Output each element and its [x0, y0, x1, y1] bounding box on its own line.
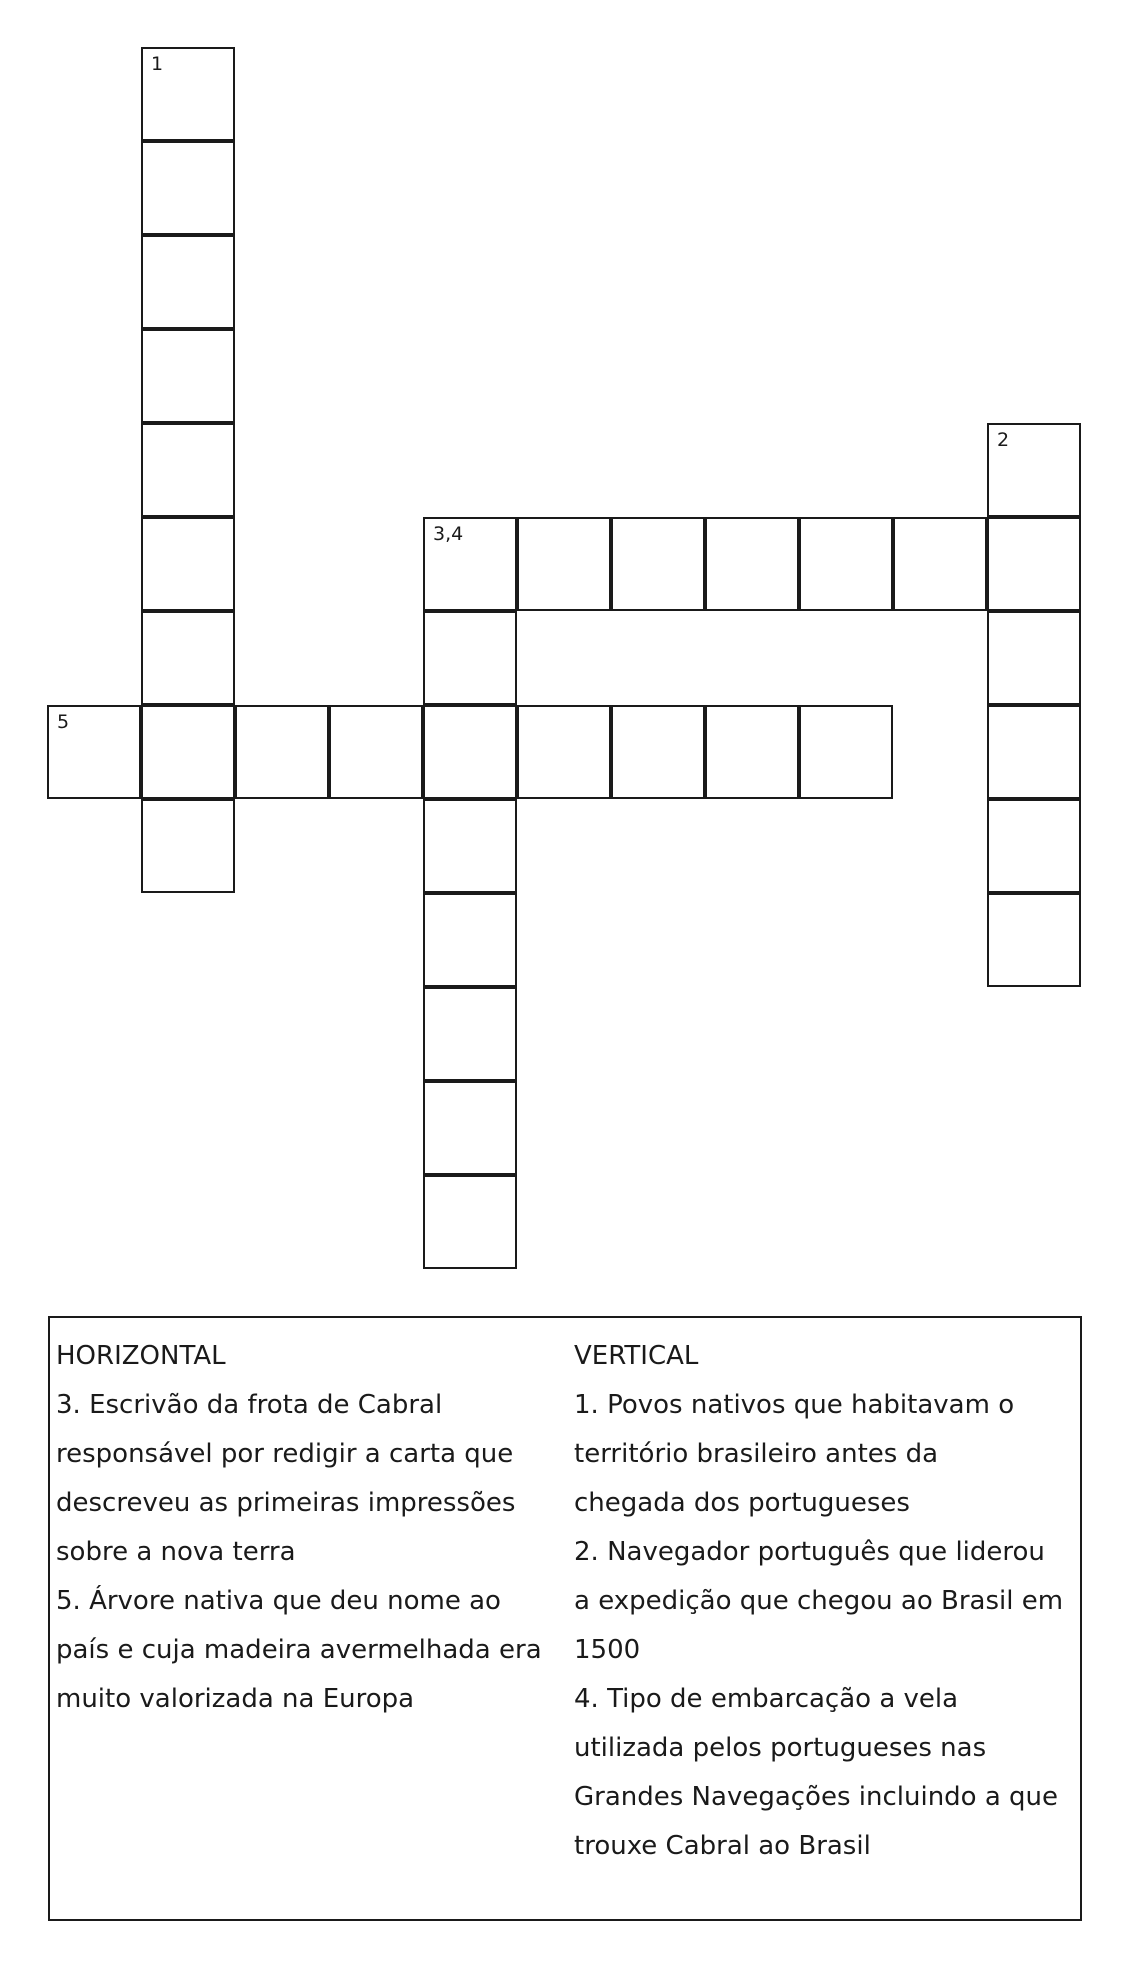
vertical-clues — [574, 1332, 1074, 1871]
crossword-cell[interactable] — [329, 705, 423, 799]
crossword-cell[interactable] — [423, 611, 517, 705]
clue-number: 2 — [997, 429, 1010, 451]
crossword-cell[interactable] — [799, 517, 893, 611]
crossword-cell[interactable] — [517, 705, 611, 799]
crossword-cell[interactable] — [141, 47, 235, 141]
clue-line: sobre a nova terra — [56, 1537, 296, 1567]
crossword-cell[interactable] — [141, 517, 235, 611]
crossword-cell[interactable] — [235, 705, 329, 799]
clue-line: trouxe Cabral ao Brasil — [574, 1831, 871, 1861]
crossword-cell[interactable] — [893, 517, 987, 611]
clue-line: 1500 — [574, 1635, 641, 1665]
clues-box — [48, 1316, 1082, 1921]
crossword-cell[interactable] — [141, 423, 235, 517]
crossword-cell[interactable] — [423, 705, 517, 799]
clue-number: 5 — [57, 711, 70, 733]
crossword-cell[interactable] — [987, 799, 1081, 893]
crossword-cell[interactable] — [141, 329, 235, 423]
crossword-cell[interactable] — [141, 141, 235, 235]
crossword-cell[interactable] — [987, 893, 1081, 987]
crossword-cell[interactable] — [987, 611, 1081, 705]
crossword-cell[interactable] — [705, 517, 799, 611]
vertical-heading: VERTICAL — [574, 1341, 699, 1371]
crossword-cell[interactable] — [423, 893, 517, 987]
crossword-cell[interactable] — [141, 705, 235, 799]
clue-line: a expedição que chegou ao Brasil em — [574, 1586, 1064, 1616]
crossword-cell[interactable] — [423, 799, 517, 893]
crossword-cell[interactable] — [987, 423, 1081, 517]
crossword-cell[interactable] — [517, 517, 611, 611]
crossword-cell[interactable] — [141, 799, 235, 893]
clue-number: 1 — [151, 53, 164, 75]
horizontal-heading: HORIZONTAL — [56, 1341, 226, 1371]
crossword-cell[interactable] — [423, 987, 517, 1081]
crossword-cell[interactable] — [423, 517, 517, 611]
clue-line: utilizada pelos portugueses nas — [574, 1733, 987, 1763]
crossword-cell[interactable] — [611, 517, 705, 611]
crossword-cell[interactable] — [799, 705, 893, 799]
crossword-cell[interactable] — [47, 705, 141, 799]
clue-line: 4. Tipo de embarcação a vela — [574, 1684, 959, 1714]
crossword-cell[interactable] — [705, 705, 799, 799]
clue-line: muito valorizada na Europa — [56, 1684, 415, 1714]
crossword-cell[interactable] — [611, 705, 705, 799]
clue-line: 5. Árvore nativa que deu nome ao — [56, 1586, 501, 1616]
crossword-cell[interactable] — [987, 705, 1081, 799]
clue-line: responsável por redigir a carta que — [56, 1439, 514, 1469]
clue-line: país e cuja madeira avermelhada era — [56, 1635, 542, 1665]
horizontal-clues — [56, 1332, 556, 1724]
clue-line: chegada dos portugueses — [574, 1488, 910, 1518]
clue-line: 1. Povos nativos que habitavam o — [574, 1390, 1015, 1420]
clue-line: 2. Navegador português que liderou — [574, 1537, 1045, 1567]
clue-number: 3,4 — [433, 523, 464, 545]
crossword-cell[interactable] — [423, 1081, 517, 1175]
clue-line: território brasileiro antes da — [574, 1439, 938, 1469]
crossword-cell[interactable] — [141, 611, 235, 705]
crossword-cell[interactable] — [987, 517, 1081, 611]
clue-line: descreveu as primeiras impressões — [56, 1488, 516, 1518]
clue-line: Grandes Navegações incluindo a que — [574, 1782, 1059, 1812]
clue-line: 3. Escrivão da frota de Cabral — [56, 1390, 443, 1420]
crossword-cell[interactable] — [423, 1175, 517, 1269]
crossword-cell[interactable] — [141, 235, 235, 329]
